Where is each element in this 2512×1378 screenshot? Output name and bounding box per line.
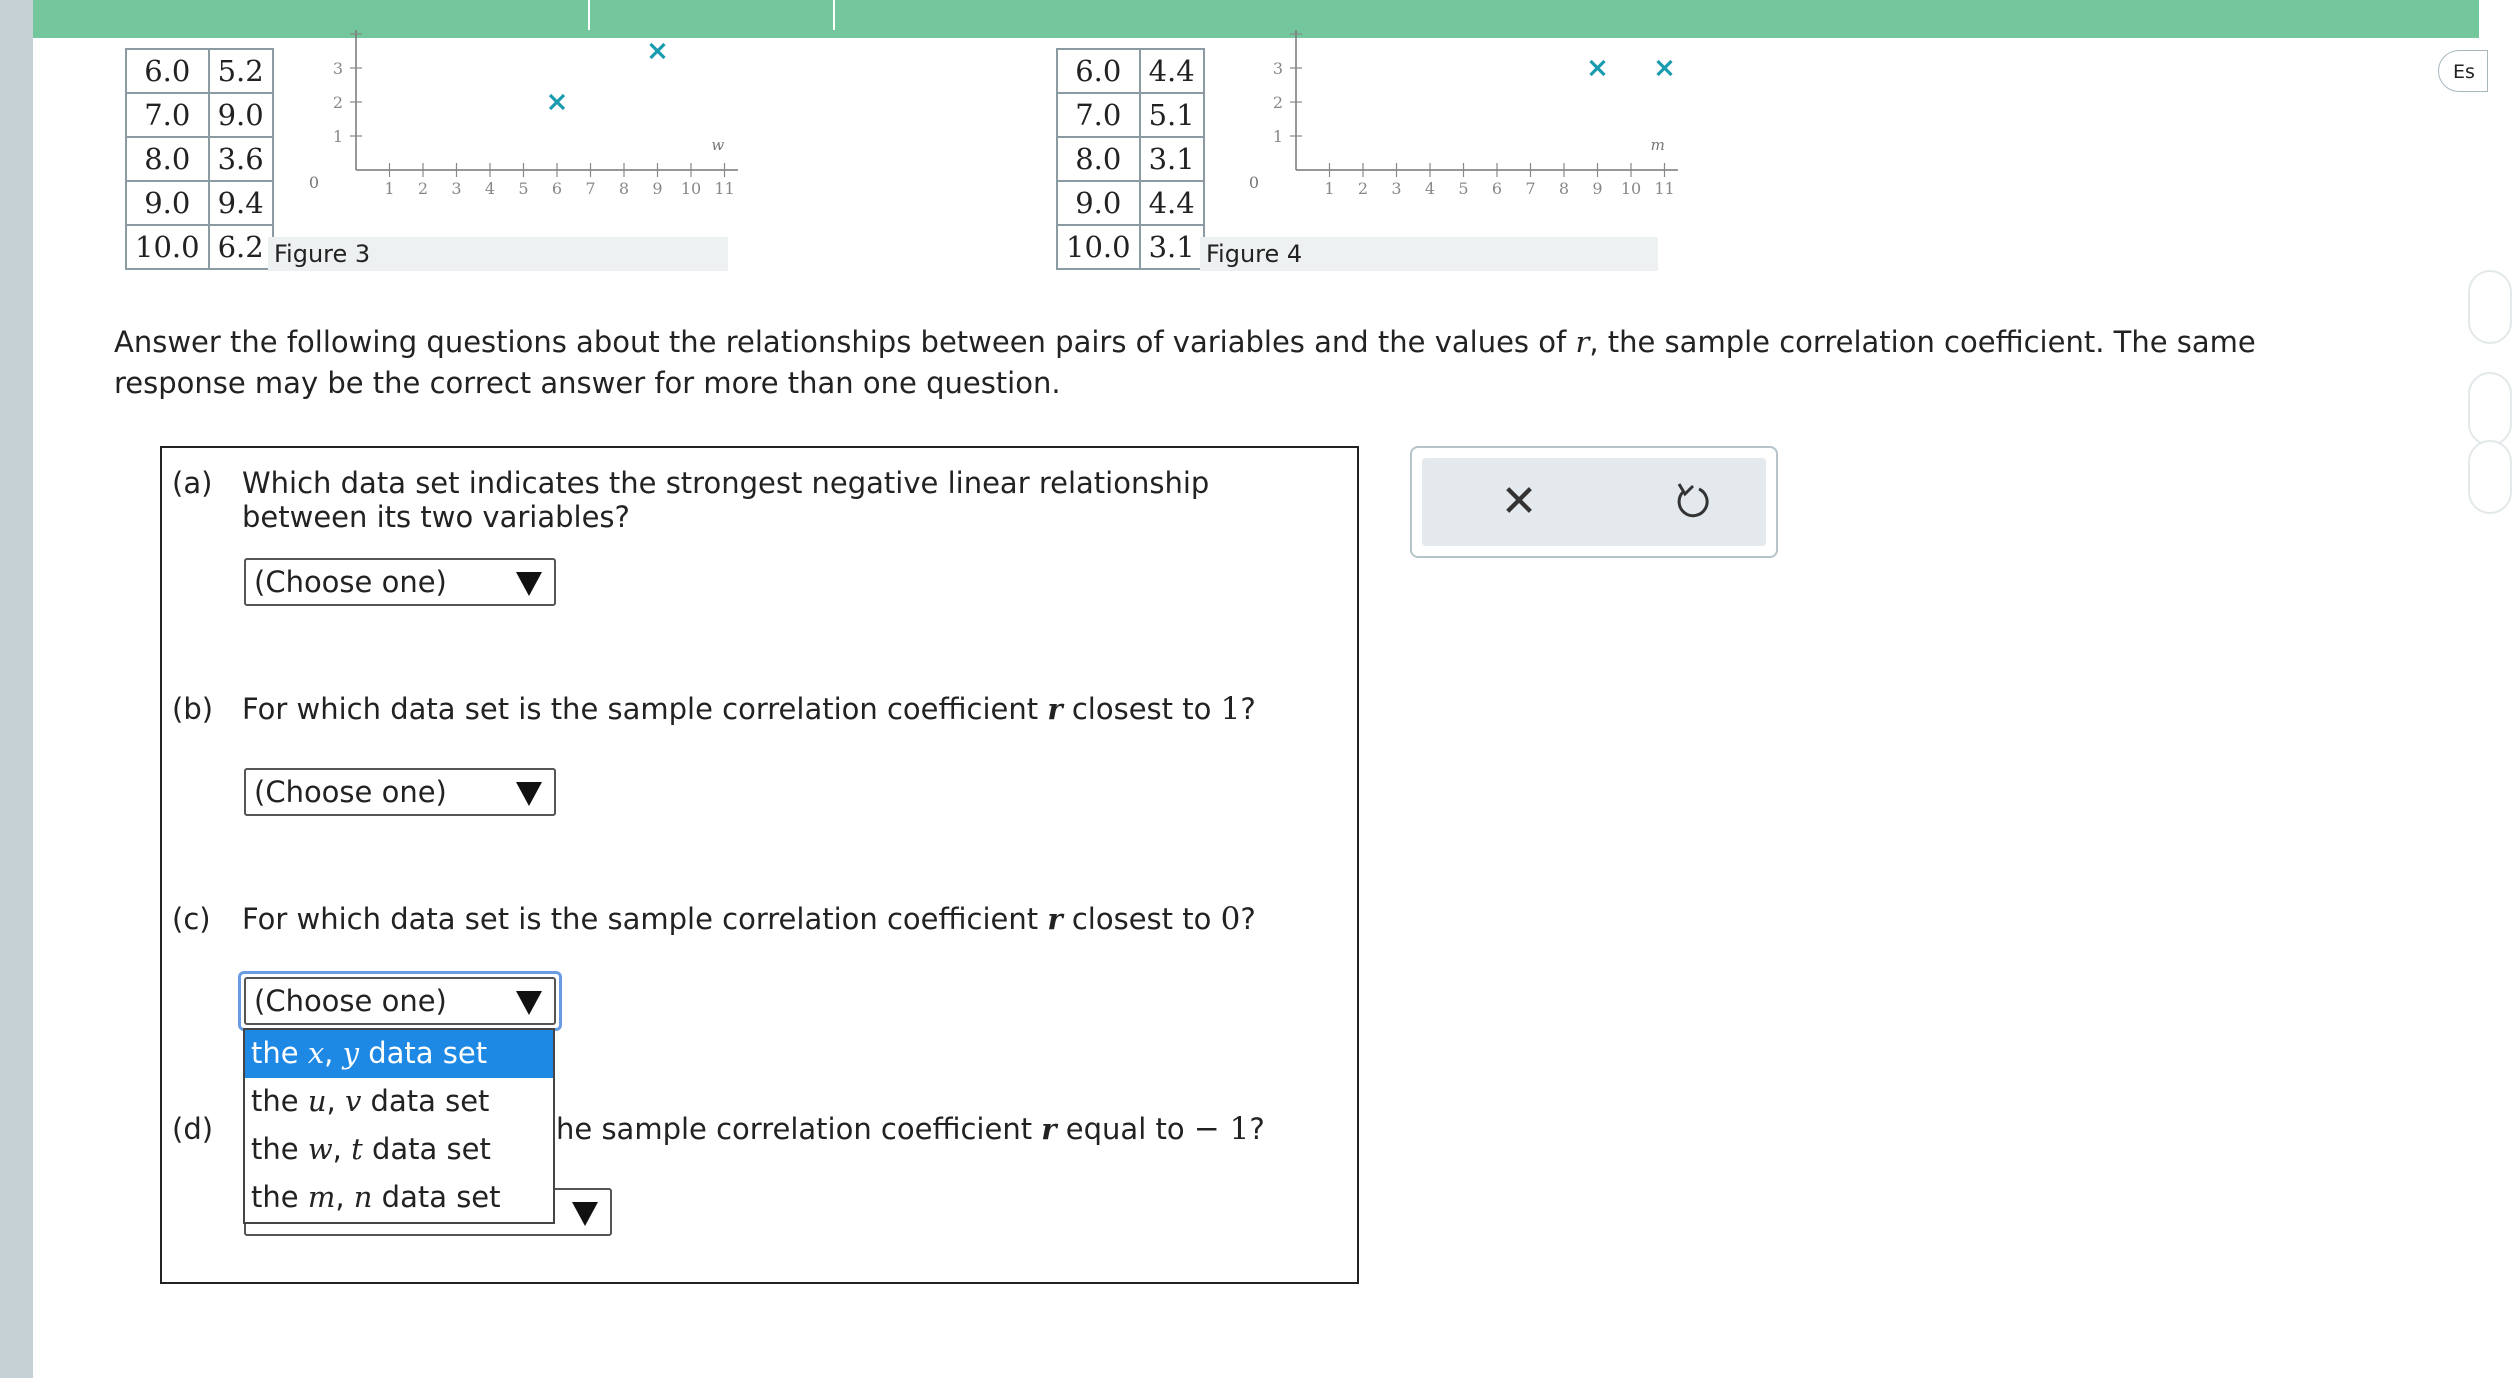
y-tick-label: 3 bbox=[332, 59, 344, 78]
x-tick-label: 2 bbox=[1357, 179, 1369, 198]
data-point bbox=[550, 95, 564, 109]
question-b-label: (b) bbox=[172, 692, 214, 726]
dropdown-arrow-icon bbox=[516, 782, 542, 806]
dropdown-option[interactable] bbox=[245, 1030, 553, 1078]
option-text: , bbox=[335, 1180, 354, 1214]
figure3-table bbox=[125, 48, 274, 270]
x-tick-label: 2 bbox=[417, 179, 429, 198]
question-c-text-end: ? bbox=[1240, 902, 1256, 936]
table-row bbox=[126, 181, 273, 225]
option-text: the bbox=[251, 1084, 308, 1118]
table-cell: 5.1 bbox=[1140, 93, 1204, 137]
select-value: (Choose one) bbox=[254, 565, 447, 599]
table-cell: 6.0 bbox=[1057, 49, 1140, 93]
question-c-text-mid: closest to bbox=[1062, 902, 1221, 936]
origin-label: 0 bbox=[308, 173, 320, 192]
dropdown-arrow-icon bbox=[516, 572, 542, 596]
option-text: data set bbox=[359, 1036, 488, 1070]
answer-tools bbox=[1410, 446, 1778, 558]
option-text: the bbox=[251, 1036, 308, 1070]
table-cell: 3.6 bbox=[209, 137, 273, 181]
table-row bbox=[126, 225, 273, 269]
option-text: data set bbox=[362, 1132, 491, 1166]
figure4-table bbox=[1056, 48, 1205, 270]
x-tick-label: 7 bbox=[585, 179, 596, 198]
x-tick-label: 5 bbox=[1458, 179, 1469, 198]
question-b-text-start: For which data set is the sample correlation coefficient bbox=[242, 692, 1048, 726]
question-c-label: (c) bbox=[172, 902, 211, 936]
instructions-part1: Answer the following questions about the relationships between pairs of variables and the values of bbox=[114, 325, 1576, 359]
x-tick-label: 3 bbox=[451, 179, 462, 198]
x-tick-label: 7 bbox=[1525, 179, 1536, 198]
table-row bbox=[126, 137, 273, 181]
instructions-part2: , the sample correlation coefficient. The same response may be the correct answer for more than one question. bbox=[114, 325, 2256, 400]
question-c-select[interactable] bbox=[244, 977, 556, 1025]
table-row bbox=[126, 49, 273, 93]
option-text: data set bbox=[372, 1180, 501, 1214]
r-symbol: r bbox=[1575, 325, 1590, 359]
question-b-text-end: ? bbox=[1240, 692, 1256, 726]
edge-handle bbox=[2468, 440, 2512, 514]
question-c-text bbox=[242, 902, 1362, 936]
option-text: n bbox=[353, 1180, 373, 1214]
x-tick-label: 6 bbox=[1491, 179, 1503, 198]
figure4-caption: Figure 4 bbox=[1200, 237, 1658, 271]
left-rail bbox=[0, 0, 33, 1378]
table-cell: 9.0 bbox=[209, 93, 273, 137]
table-cell: 8.0 bbox=[126, 137, 209, 181]
x-tick-label: 9 bbox=[1592, 179, 1603, 198]
table-cell: 9.0 bbox=[126, 181, 209, 225]
table-cell: 6.2 bbox=[209, 225, 273, 269]
x-tick-label: 11 bbox=[714, 179, 735, 198]
data-point bbox=[1591, 61, 1605, 75]
table-row bbox=[1057, 137, 1204, 181]
select-value: (Choose one) bbox=[254, 775, 447, 809]
select-value: (Choose one) bbox=[254, 984, 447, 1018]
option-text: x bbox=[307, 1036, 325, 1070]
x-tick-label: 4 bbox=[484, 179, 496, 198]
table-row bbox=[1057, 49, 1204, 93]
y-tick-label: 2 bbox=[332, 93, 344, 112]
option-text: y bbox=[342, 1036, 359, 1070]
edge-handle bbox=[2468, 270, 2512, 344]
dropdown-option[interactable] bbox=[245, 1174, 553, 1222]
table-cell: 7.0 bbox=[1057, 93, 1140, 137]
question-d-text-start: he sample correlation coefficient bbox=[556, 1112, 1042, 1146]
option-text: m bbox=[307, 1180, 336, 1214]
question-c-number: 0 bbox=[1220, 901, 1241, 937]
question-b-number: 1 bbox=[1220, 691, 1241, 727]
table-row bbox=[1057, 225, 1204, 269]
close-icon[interactable]: ✕ bbox=[1500, 476, 1538, 527]
axis-label: m bbox=[1650, 136, 1665, 154]
x-tick-label: 6 bbox=[551, 179, 563, 198]
dropdown-option[interactable] bbox=[245, 1078, 553, 1126]
dropdown-option[interactable] bbox=[245, 1126, 553, 1174]
origin-label: 0 bbox=[1248, 173, 1260, 192]
x-tick-label: 3 bbox=[1391, 179, 1402, 198]
undo-icon[interactable] bbox=[1663, 472, 1723, 532]
table-cell: 4.4 bbox=[1140, 49, 1204, 93]
edge-handle bbox=[2468, 372, 2512, 446]
answer-tools-bar bbox=[1422, 458, 1766, 546]
question-d-number: − 1 bbox=[1193, 1111, 1250, 1147]
question-c-text-start: For which data set is the sample correlation coefficient bbox=[242, 902, 1048, 936]
option-text: , bbox=[326, 1084, 345, 1118]
figure3-caption: Figure 3 bbox=[268, 237, 728, 271]
table-cell: 7.0 bbox=[126, 93, 209, 137]
table-cell: 10.0 bbox=[126, 225, 209, 269]
dropdown-arrow-icon bbox=[572, 1202, 598, 1226]
question-d-text-mid: equal to bbox=[1056, 1112, 1194, 1146]
question-b-select[interactable] bbox=[244, 768, 556, 816]
figure3-plot bbox=[270, 30, 735, 230]
x-tick-label: 8 bbox=[618, 179, 630, 198]
x-tick-label: 8 bbox=[1558, 179, 1570, 198]
x-tick-label: 11 bbox=[1654, 179, 1675, 198]
question-d-label: (d) bbox=[172, 1112, 214, 1146]
question-a-select[interactable] bbox=[244, 558, 556, 606]
option-text: data set bbox=[361, 1084, 490, 1118]
question-b-text bbox=[242, 692, 1362, 726]
table-cell: 5.2 bbox=[209, 49, 273, 93]
y-tick-label: 3 bbox=[1272, 59, 1284, 78]
topbar-divider bbox=[588, 0, 590, 30]
option-text: v bbox=[344, 1084, 362, 1118]
question-b-text-mid: closest to bbox=[1062, 692, 1221, 726]
dropdown-list bbox=[243, 1028, 555, 1224]
x-tick-label: 1 bbox=[384, 179, 395, 198]
r-symbol: r bbox=[1047, 692, 1063, 726]
table-cell: 3.1 bbox=[1140, 137, 1204, 181]
table-cell: 9.4 bbox=[209, 181, 273, 225]
topbar-divider bbox=[833, 0, 835, 30]
figure4-plot bbox=[1210, 30, 1675, 230]
x-tick-label: 4 bbox=[1424, 179, 1436, 198]
table-cell: 3.1 bbox=[1140, 225, 1204, 269]
table-cell: 10.0 bbox=[1057, 225, 1140, 269]
x-tick-label: 1 bbox=[1324, 179, 1335, 198]
r-symbol: r bbox=[1041, 1112, 1057, 1146]
question-d-text bbox=[556, 1112, 1336, 1146]
question-d-text-end: ? bbox=[1249, 1112, 1265, 1146]
table-row bbox=[1057, 181, 1204, 225]
undo-icon-glyph bbox=[1663, 472, 1723, 532]
question-a-text: Which data set indicates the strongest negative linear relationship between its two variables? bbox=[242, 466, 1210, 534]
y-tick-label: 2 bbox=[1272, 93, 1284, 112]
language-tab[interactable]: Es bbox=[2438, 50, 2488, 92]
instructions bbox=[114, 322, 2354, 404]
x-tick-label: 9 bbox=[652, 179, 663, 198]
question-a-label: (a) bbox=[172, 466, 213, 500]
r-symbol: r bbox=[1047, 902, 1063, 936]
x-tick-label: 5 bbox=[518, 179, 529, 198]
x-tick-label: 10 bbox=[680, 179, 702, 198]
option-text: the bbox=[251, 1132, 308, 1166]
x-tick-label: 10 bbox=[1620, 179, 1642, 198]
data-point bbox=[1658, 61, 1672, 75]
option-text: , bbox=[324, 1036, 343, 1070]
option-text: the bbox=[251, 1180, 308, 1214]
y-tick-label: 1 bbox=[332, 127, 344, 146]
table-row bbox=[1057, 93, 1204, 137]
table-cell: 6.0 bbox=[126, 49, 209, 93]
dropdown-arrow-icon bbox=[516, 991, 542, 1015]
table-cell: 4.4 bbox=[1140, 181, 1204, 225]
table-row bbox=[126, 93, 273, 137]
option-text: u bbox=[307, 1084, 327, 1118]
table-cell: 9.0 bbox=[1057, 181, 1140, 225]
option-text: , bbox=[332, 1132, 352, 1166]
table-cell: 8.0 bbox=[1057, 137, 1140, 181]
option-text: t bbox=[351, 1132, 363, 1166]
axis-label: w bbox=[711, 136, 725, 154]
option-text: w bbox=[307, 1132, 333, 1166]
y-tick-label: 1 bbox=[1272, 127, 1284, 146]
data-point bbox=[651, 44, 665, 58]
